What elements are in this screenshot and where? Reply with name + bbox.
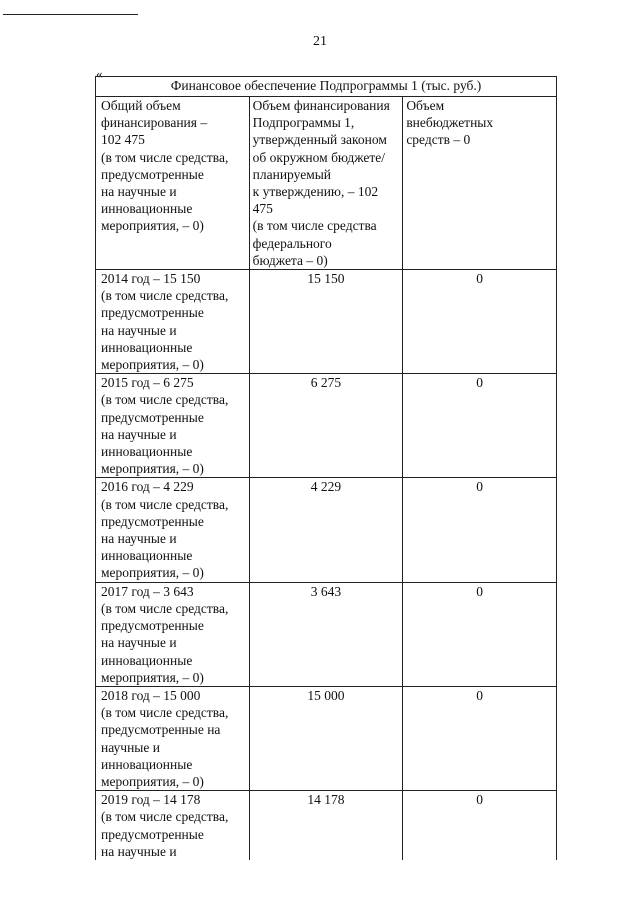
header-extrabudgetary-funds: Объем внебюджетных средств – 0 <box>403 97 557 270</box>
opening-quote-mark: « <box>96 66 103 81</box>
page-number: 21 <box>313 34 327 49</box>
extrabudgetary-amount-cell: 0 <box>403 374 557 478</box>
subprogram-amount-cell: 3 643 <box>249 582 403 686</box>
subprogram-amount-cell: 15 000 <box>249 686 403 790</box>
table-row <box>96 478 557 582</box>
header-total-financing: Общий объем финансирования – 102 475 (в том числе средства, предусмотренные на научные и инновационные мероприятия, – 0) <box>96 97 250 270</box>
table-title-row <box>96 77 557 97</box>
year-total-cell: 2017 год – 3 643 (в том числе средства, предусмотренные на научные и инновационные мероприятия, – 0) <box>96 582 250 686</box>
year-total-cell: 2015 год – 6 275 (в том числе средства, предусмотренные на научные и инновационные мероприятия, – 0) <box>96 374 250 478</box>
header-subprogram-financing: Объем финансирования Подпрограммы 1, утвержденный законом об окружном бюджете/ планируемый к утверждению, – 102 475 (в том числе средства федерального бюджета – 0) <box>249 97 403 270</box>
extrabudgetary-amount-cell: 0 <box>403 478 557 582</box>
subprogram-amount-cell: 15 150 <box>249 270 403 374</box>
year-total-cell: 2016 год – 4 229 (в том числе средства, предусмотренные на научные и инновационные мероприятия, – 0) <box>96 478 250 582</box>
extrabudgetary-amount-cell: 0 <box>403 791 557 860</box>
subprogram-amount-cell: 4 229 <box>249 478 403 582</box>
table-row <box>96 791 557 860</box>
table-row <box>96 582 557 686</box>
extrabudgetary-amount-cell: 0 <box>403 686 557 790</box>
financing-table <box>95 76 557 860</box>
table-title: Финансовое обеспечение Подпрограммы 1 (тыс. руб.) <box>96 77 557 97</box>
subprogram-amount-cell: 6 275 <box>249 374 403 478</box>
table-row <box>96 374 557 478</box>
table-header-row <box>96 97 557 270</box>
year-total-cell: 2019 год – 14 178 (в том числе средства, предусмотренные на научные и <box>96 791 250 860</box>
header-rule <box>3 14 138 15</box>
subprogram-amount-cell: 14 178 <box>249 791 403 860</box>
extrabudgetary-amount-cell: 0 <box>403 270 557 374</box>
table-row <box>96 686 557 790</box>
year-total-cell: 2014 год – 15 150 (в том числе средства, предусмотренные на научные и инновационные мероприятия, – 0) <box>96 270 250 374</box>
extrabudgetary-amount-cell: 0 <box>403 582 557 686</box>
year-total-cell: 2018 год – 15 000 (в том числе средства, предусмотренные на научные и инновационные мероприятия, – 0) <box>96 686 250 790</box>
table-row <box>96 270 557 374</box>
